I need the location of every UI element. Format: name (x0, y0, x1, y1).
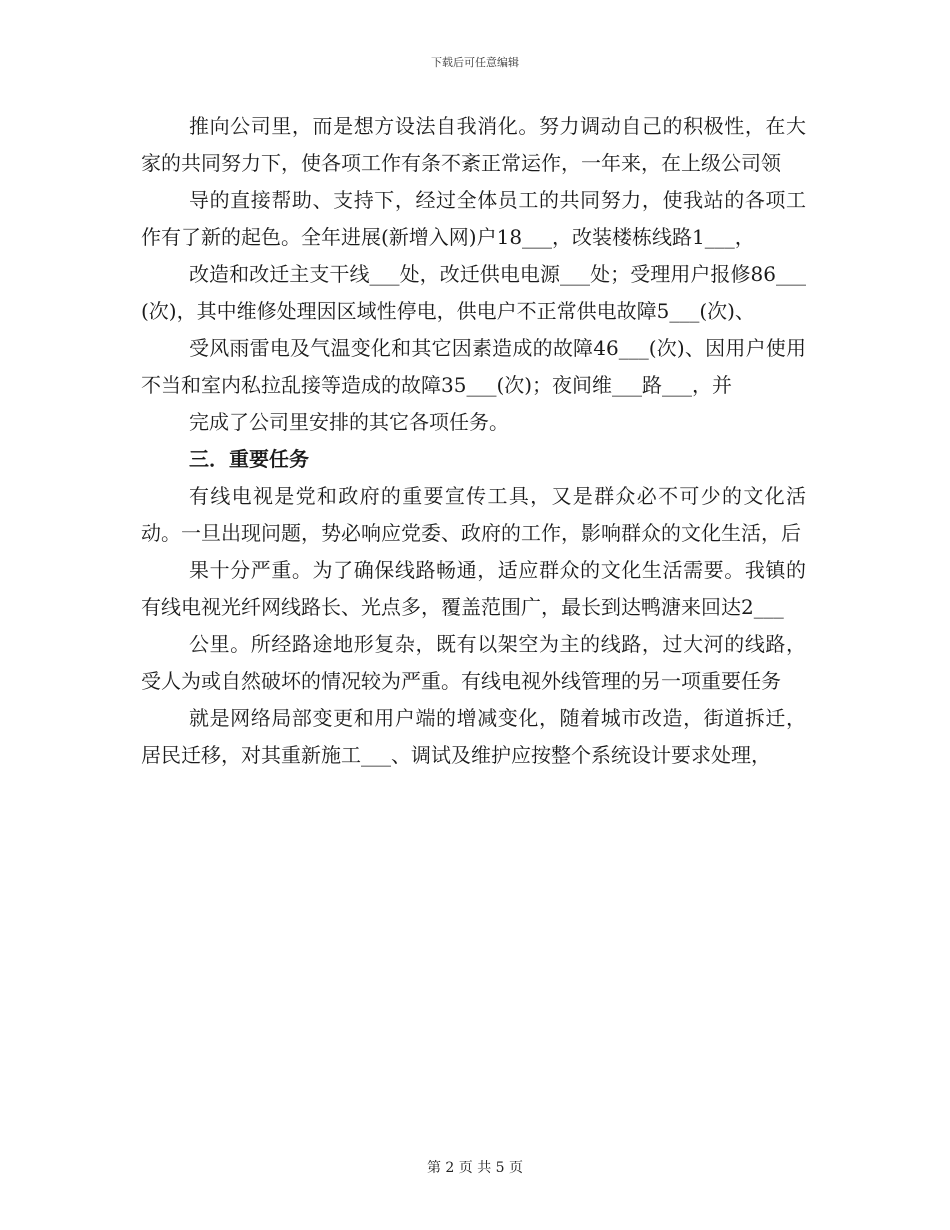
paragraph: 就是网络局部变更和用户端的增减变化，随着城市改造，街道拆迁，居民迁移，对其重新施工___、调试及维护应按整个系统设计要求处理， (141, 706, 806, 767)
page-header: 下载后可任意编辑 (431, 56, 519, 69)
paragraph: 导的直接帮助、支持下，经过全体员工的共同努力，使我站的各项工作有了新的起色。全年进展(新增入网)户18___，改装楼栋线路1___， (141, 188, 806, 249)
paragraph: 受风雨雷电及气温变化和其它因素造成的故障46___(次)、因用户使用不当和室内私拉乱接等造成的故障35___(次)；夜间维___路___，并 (141, 336, 806, 397)
paragraph: 推向公司里，而是想方设法自我消化。努力调动自己的积极性，在大家的共同努力下，使各项工作有条不紊正常运作，一年来，在上级公司领 (141, 114, 806, 175)
paragraph: 果十分严重。为了确保线路畅通，适应群众的文化生活需要。我镇的有线电视光纤网线路长、光点多，覆盖范围广，最长到达鸭溏来回达2___ (141, 558, 806, 619)
page-footer: 第 2 页 共 5 页 (426, 1160, 524, 1176)
paragraph: 有线电视是党和政府的重要宣传工具，又是群众必不可少的文化活动。一旦出现问题，势必响应党委、政府的工作，影响群众的文化生活，后 (141, 484, 806, 545)
paragraph: 改造和改迁主支干线___处，改迁供电电源___处；受理用户报修86___(次)，其中维修处理因区域性停电，供电户不正常供电故障5___(次)、 (141, 262, 806, 323)
paragraph: 公里。所经路途地形复杂，既有以架空为主的线路，过大河的线路，受人为或自然破坏的情况较为严重。有线电视外线管理的另一项重要任务 (141, 632, 806, 693)
document-body (141, 108, 806, 774)
paragraph: 完成了公司里安排的其它各项任务。 (189, 410, 509, 434)
section-heading: 三．重要任务 (189, 447, 309, 471)
